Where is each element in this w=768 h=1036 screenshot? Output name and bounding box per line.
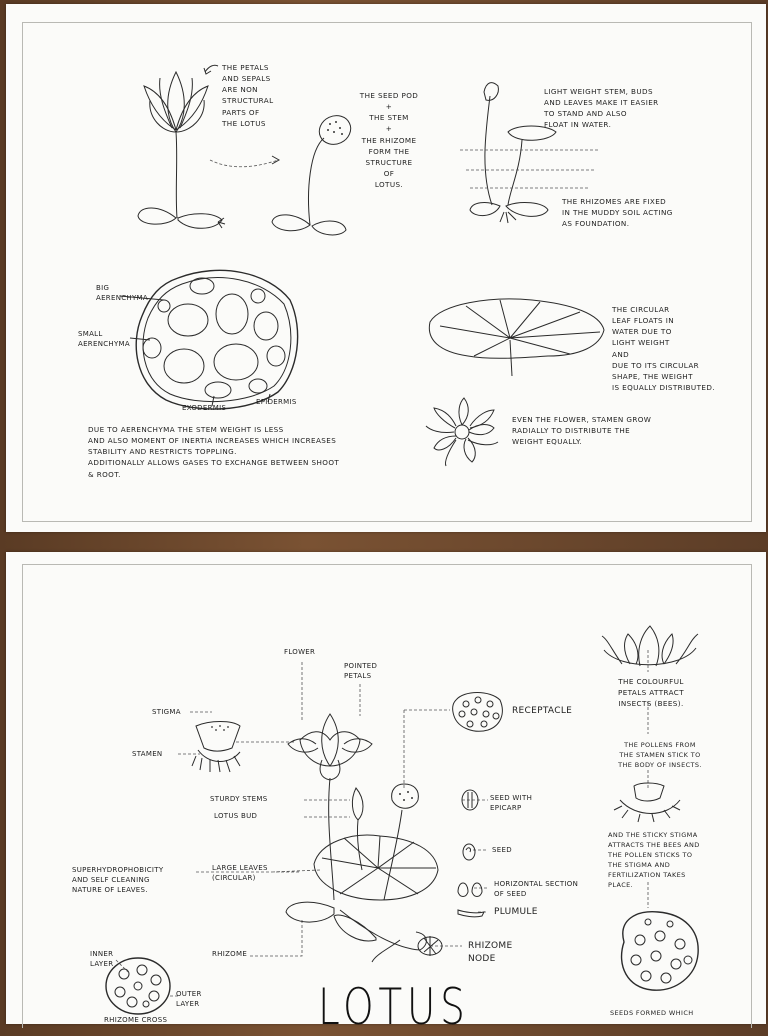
note-seed-pod: THE SEED POD + THE STEM + THE RHIZOME FORM THE STRUCTURE OF LOTUS. <box>359 91 419 190</box>
label-inner-layer: INNER LAYER <box>90 950 114 968</box>
label-stamen: STAMEN <box>132 750 163 758</box>
label-outer-layer: OUTER LAYER <box>176 990 202 1008</box>
seed-pod-sketch <box>272 111 355 235</box>
note-petals-sepals: THE PETALS AND SEPALS ARE NON STRUCTURAL PARTS OF THE LOTUS <box>222 63 274 128</box>
label-large-leaves: LARGE LEAVES (CIRCULAR) <box>212 864 268 882</box>
note-sticky-stigma: AND THE STICKY STIGMA ATTRACTS THE BEES AND THE POLLEN STICKS TO THE STIGMA AND FERTILIZATION TAKES PLACE. <box>608 831 700 890</box>
note-colourful-petals: THE COLOURFUL PETALS ATTRACT INSECTS (BEES). <box>618 677 684 709</box>
page-title: LOTUS <box>318 978 470 1036</box>
label-seed: SEED <box>492 846 512 854</box>
label-rhizome-cross: RHIZOME CROSS <box>104 1016 168 1024</box>
label-superhydrophobicity: SUPERHYDROPHOBICITY AND SELF CLEANING NATURE OF LEAVES. <box>72 866 164 894</box>
note-pollens: THE POLLENS FROM THE STAMEN STICK TO THE BODY OF INSECTS. <box>618 741 702 770</box>
flower-top-view-sketch <box>426 398 498 466</box>
label-big-aerenchyma: BIG AERENCHYMA <box>96 284 148 302</box>
rhizome-node-sketch <box>418 936 442 956</box>
note-seeds-formed: SEEDS FORMED WHICH <box>610 1009 694 1017</box>
label-receptacle: RECEPTACLE <box>512 706 573 716</box>
seed-sketches <box>458 790 484 917</box>
label-pointed-petals: POINTED PETALS <box>344 662 378 680</box>
rhizome-cross-section-sketch <box>106 958 178 1014</box>
label-sturdy-stems: STURDY STEMS <box>210 795 268 803</box>
label-small-aerenchyma: SMALL AERENCHYMA <box>78 330 130 348</box>
label-exodermis: EXODERMIS <box>182 404 227 412</box>
label-flower: FLOWER <box>284 648 316 656</box>
note-light-weight: LIGHT WEIGHT STEM, BUDS AND LEAVES MAKE IT EASIER TO STAND AND ALSO FLOAT IN WATER. <box>544 87 659 130</box>
note-aerenchyma: DUE TO AERENCHYMA THE STEM WEIGHT IS LESS AND ALSO MOMENT OF INERTIA INCREASES WHICH INCREASES STABILITY AND RESTRICTS TOPPLING. ADDITIONALLY ALLOWS GASES TO EXCHANGE BETWEEN SHOOT & ROOT. <box>88 425 340 479</box>
label-plumule: PLUMULE <box>494 907 538 917</box>
label-horizontal-section: HORIZONTAL SECTION OF SEED <box>494 880 579 898</box>
note-rhizomes-fixed: THE RHIZOMES ARE FIXED IN THE MUDDY SOIL ACTING AS FOUNDATION. <box>562 197 673 229</box>
receptacle-sketch <box>453 693 503 732</box>
label-stigma: STIGMA <box>152 708 181 716</box>
label-seed-with-epicarp: SEED WITH EPICARP <box>490 794 533 812</box>
note-circular-leaf: THE CIRCULAR LEAF FLOATS IN WATER DUE TO LIGHT WEIGHT AND DUE TO ITS CIRCULAR SHAPE, THE WEIGHT IS EQUALLY DISTRIBUTED. <box>612 305 715 393</box>
label-rhizome-node: RHIZOME NODE <box>468 941 513 964</box>
note-flower-radial: EVEN THE FLOWER, STAMEN GROW RADIALLY TO DISTRIBUTE THE WEIGHT EQUALLY. <box>512 415 652 447</box>
stigma-stamen-sketch <box>192 722 240 773</box>
main-lotus-plant-sketch <box>286 714 438 962</box>
label-lotus-bud: LOTUS BUD <box>214 812 258 820</box>
lotus-flower-sketch <box>138 72 225 228</box>
circular-leaf-sketch <box>429 299 604 376</box>
label-rhizome: RHIZOME <box>212 950 248 958</box>
label-epidermis: EPIDERMIS <box>256 398 297 406</box>
